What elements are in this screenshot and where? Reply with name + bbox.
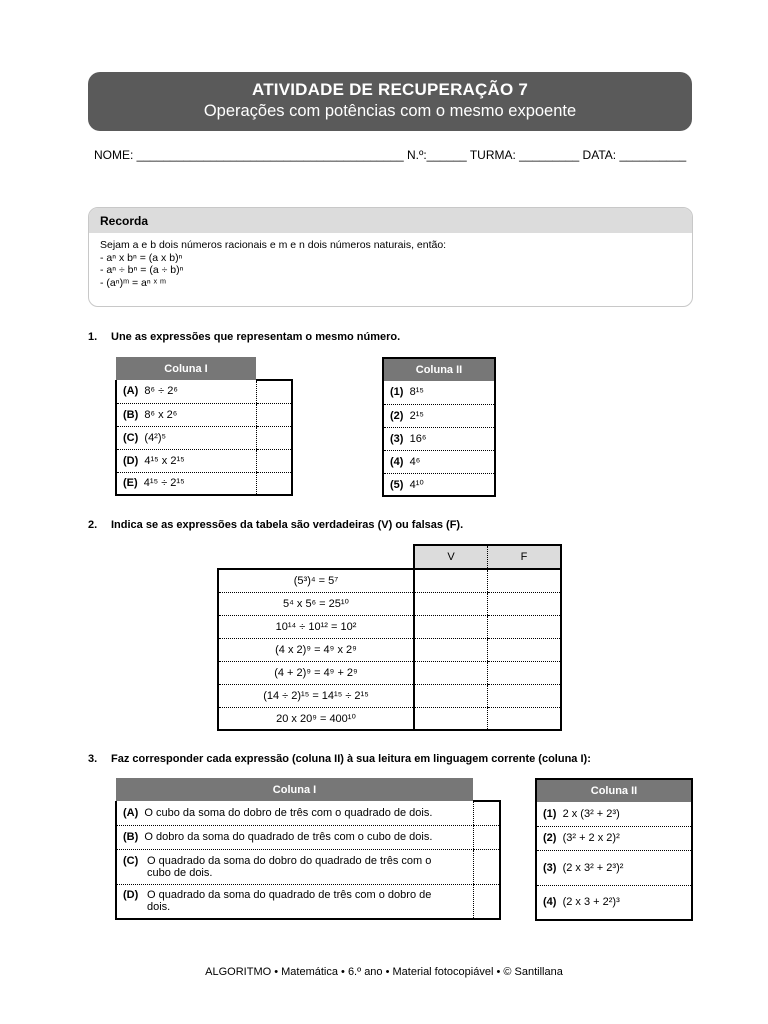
answer-cell[interactable] [473,825,500,849]
question-text: Faz corresponder cada expressão (coluna II) à sua leitura em linguagem corrente (coluna I): [111,753,591,765]
table-row: (2) 2¹⁵ [383,404,495,427]
f-cell[interactable] [488,638,562,661]
page-footer: ALGORITMO • Matemática • 6.º ano • Material fotocopiável • © Santillana [205,966,563,978]
question-3 [88,753,591,765]
answer-cell[interactable] [256,380,292,403]
answer-cell[interactable] [256,426,292,449]
f-cell[interactable] [488,592,562,615]
recorda-intro: Sejam a e b dois números racionais e m e n dois números naturais, então: [100,239,447,251]
f-header: F [488,545,562,569]
table-row: (D) O quadrado da soma do quadrado de três com o dobro de dois. [116,884,500,919]
table-row [218,661,561,684]
v-cell[interactable] [414,661,488,684]
q2-true-false-table [217,544,562,731]
answer-cell[interactable] [256,449,292,472]
table-row [218,638,561,661]
question-2 [88,519,463,531]
student-info-row[interactable]: NOME: ________________________________________ N.º:______ TURMA: _________ DATA: __________ [94,148,687,162]
v-cell[interactable] [414,615,488,638]
v-cell[interactable] [414,684,488,707]
table-row: (D) 4¹⁵ x 2¹⁵ [116,449,292,472]
table-row: (4) 4⁶ [383,450,495,473]
worksheet-subtitle: Operações com potências com o mesmo expoente [203,102,577,120]
table-row: (A) 8⁶ ÷ 2⁶ [116,380,292,403]
expression: (4 x 2)⁹ = 4⁹ x 2⁹ [218,638,414,661]
worksheet-header [88,72,692,131]
table-row: (B) O dobro da soma do quadrado de três com o cubo de dois. [116,825,500,849]
table-row [218,707,561,730]
expression: 20 x 20⁹ = 400¹⁰ [218,707,414,730]
table-row: (C) O quadrado da soma do dobro do quadrado de três com o cubo de dois. [116,849,500,884]
v-cell[interactable] [414,592,488,615]
table-row: (5) 4¹⁰ [390,478,424,491]
table-row: (1) 8¹⁵ [383,381,495,404]
recorda-rule: - (aⁿ)ᵐ = aⁿ ˣ ᵐ [100,276,167,289]
question-number: 3. [88,753,98,765]
f-cell[interactable] [488,684,562,707]
q1-column-1-table [115,357,293,496]
q3-column-2-table [535,778,693,921]
v-cell[interactable] [414,638,488,661]
worksheet-title: ATIVIDADE DE RECUPERAÇÃO 7 [252,80,528,99]
f-cell[interactable] [488,661,562,684]
answer-cell[interactable] [256,472,292,495]
v-cell[interactable] [414,707,488,730]
table-row: (E) 4¹⁵ ÷ 2¹⁵ [116,472,292,495]
table-row: (B) 8⁶ x 2⁶ [116,403,292,426]
recorda-box [88,207,693,307]
answer-cell[interactable] [473,849,500,884]
v-cell[interactable] [414,569,488,592]
f-cell[interactable] [488,707,562,730]
column-header: Coluna II [536,779,692,802]
recorda-rule: - aⁿ x bⁿ = (a x b)ⁿ [100,251,183,264]
table-row: (3) 16⁶ [383,427,495,450]
table-row: (3) (2 x 3² + 2³)² [536,850,692,885]
v-header: V [414,545,488,569]
table-row: (C) (4²)⁵ [116,426,292,449]
expression: 5⁴ x 5⁶ = 25¹⁰ [218,592,414,615]
column-header: Coluna II [383,358,495,381]
table-row: (A) O cubo da soma do dobro de três com o quadrado de dois. [116,801,500,825]
expression: (4 + 2)⁹ = 4⁹ + 2⁹ [218,661,414,684]
f-cell[interactable] [488,615,562,638]
q1-column-2-table [382,357,496,497]
table-row: (1) 2 x (3² + 2³) [536,802,692,826]
question-number: 1. [88,331,98,343]
answer-cell[interactable] [473,884,500,919]
f-cell[interactable] [488,569,562,592]
expression: (14 ÷ 2)¹⁵ = 14¹⁵ ÷ 2¹⁵ [218,684,414,707]
table-row: (4) (2 x 3 + 2²)³ [543,896,620,909]
table-row [218,569,561,592]
recorda-rule: - aⁿ ÷ bⁿ = (a ÷ b)ⁿ [100,264,184,276]
expression: 10¹⁴ ÷ 10¹² = 10² [218,615,414,638]
expression: (5³)⁴ = 5⁷ [218,569,414,592]
q3-column-1-table [115,778,501,920]
question-number: 2. [88,519,98,531]
table-row [218,615,561,638]
question-1 [88,331,400,343]
recorda-title: Recorda [89,208,692,233]
table-row: (2) (3² + 2 x 2)² [536,826,692,850]
answer-cell[interactable] [473,801,500,825]
column-header: Coluna I [116,778,473,801]
question-text: Indica se as expressões da tabela são verdadeiras (V) ou falsas (F). [111,519,464,531]
question-text: Une as expressões que representam o mesmo número. [111,331,401,343]
answer-cell[interactable] [256,403,292,426]
table-row [218,684,561,707]
table-row [218,592,561,615]
column-header: Coluna I [116,357,256,380]
